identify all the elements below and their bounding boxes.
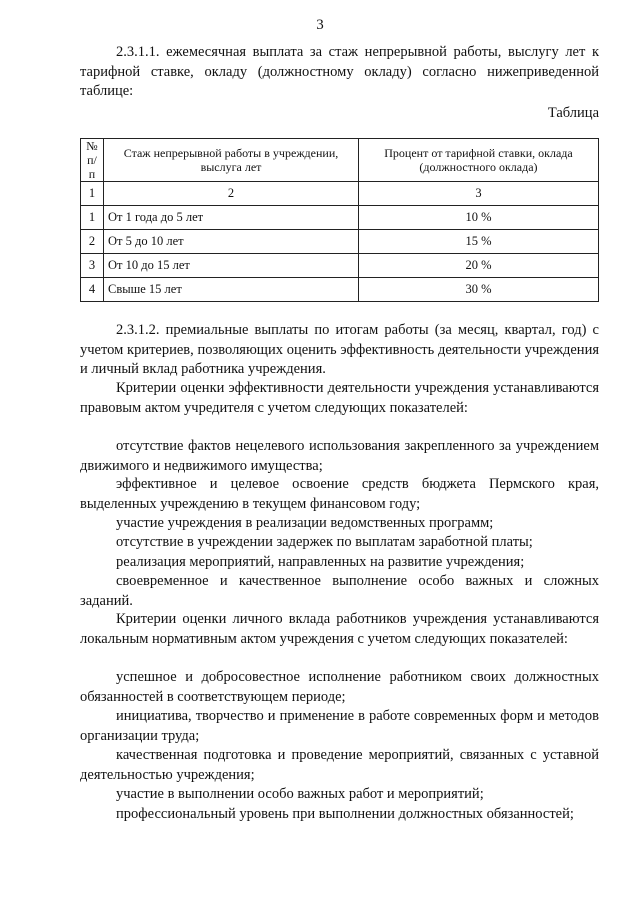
list-item <box>80 475 599 514</box>
list-item <box>80 437 599 476</box>
list-item <box>80 514 599 534</box>
list-item <box>80 572 599 611</box>
paragraph-text: Критерии оценки эффективности деятельности учреждения устанавливаются правовым актом учредителя с учетом следующих показателей: <box>80 380 599 416</box>
intro-text: 2.3.1.1. ежемесячная выплата за стаж непрерывной работы, выслугу лет к тарифной ставке, окладу (должностному окладу) согласно нижеприведенной таблице: <box>80 44 599 99</box>
list-item <box>80 785 599 805</box>
table-cell: 15 % <box>359 230 599 254</box>
table-cell: 4 <box>81 278 104 302</box>
table-cell: 30 % <box>359 278 599 302</box>
table-cell: 2 <box>104 182 359 206</box>
paragraph-text: участие учреждения в реализации ведомственных программ; <box>116 515 494 531</box>
table-cell: От 5 до 10 лет <box>104 230 359 254</box>
table-cell: 10 % <box>359 206 599 230</box>
list-item <box>80 805 599 825</box>
table-cell: От 1 года до 5 лет <box>104 206 359 230</box>
table-cell: 1 <box>81 182 104 206</box>
table-row <box>81 230 599 254</box>
table-row <box>81 254 599 278</box>
paragraph-text: профессиональный уровень при выполнении должностных обязанностей; <box>116 806 574 822</box>
table-header-cell: № п/п <box>81 139 104 182</box>
table-cell: 3 <box>81 254 104 278</box>
table-row <box>81 206 599 230</box>
paragraph-text: своевременное и качественное выполнение особо важных и сложных заданий. <box>80 573 599 609</box>
list-item <box>80 553 599 573</box>
table-cell: 20 % <box>359 254 599 278</box>
list-item <box>80 668 599 707</box>
paragraph-text: успешное и добросовестное исполнение работником своих должностных обязанностей в соответствующем периоде; <box>80 669 599 705</box>
list-item <box>80 746 599 785</box>
table-header-cell: Стаж непрерывной работы в учреждении, выслуга лет <box>104 139 359 182</box>
table-cell: 3 <box>359 182 599 206</box>
table-row <box>81 278 599 302</box>
table-index-row <box>81 182 599 206</box>
table-cell: Свыше 15 лет <box>104 278 359 302</box>
page-number: 3 <box>316 17 324 33</box>
paragraph-text: качественная подготовка и проведение мероприятий, связанных с уставной деятельностью учреждения; <box>80 747 599 783</box>
paragraph-text: инициатива, творчество и применение в работе современных форм и методов организации труда; <box>80 708 599 744</box>
table-caption: Таблица <box>547 105 599 121</box>
paragraph-text: реализация мероприятий, направленных на развитие учреждения; <box>116 554 525 570</box>
table-cell: 2 <box>81 230 104 254</box>
list-item <box>80 707 599 746</box>
list-item <box>80 533 599 553</box>
paragraph-text: Критерии оценки личного вклада работников учреждения устанавливаются локальным нормативным актом учреждения с учетом следующих показателей: <box>80 611 599 647</box>
paragraph-text: 2.3.1.2. премиальные выплаты по итогам работы (за месяц, квартал, год) с учетом критериев, позволяющих оценить эффективность деятельности учреждения и личный вклад работника учреждения. <box>80 322 599 377</box>
paragraph-text: участие в выполнении особо важных работ и мероприятий; <box>116 786 484 802</box>
paragraph-criteria-personal <box>80 610 599 649</box>
table-cell: 1 <box>81 206 104 230</box>
table-cell: От 10 до 15 лет <box>104 254 359 278</box>
paragraph-text: отсутствие в учреждении задержек по выплатам заработной платы; <box>116 534 533 550</box>
paragraph-premium <box>80 321 599 380</box>
paragraph-text: эффективное и целевое освоение средств бюджета Пермского края, выделенных учреждению в текущем финансовом году; <box>80 476 599 512</box>
paragraph-criteria-institution <box>80 379 599 418</box>
seniority-table <box>80 138 599 302</box>
table-header-row <box>81 139 599 182</box>
intro-paragraph <box>80 43 599 102</box>
table-header-cell: Процент от тарифной ставки, оклада (должностного оклада) <box>359 139 599 182</box>
paragraph-text: отсутствие фактов нецелевого использования закрепленного за учреждением движимого и недвижимого имущества; <box>80 438 599 474</box>
